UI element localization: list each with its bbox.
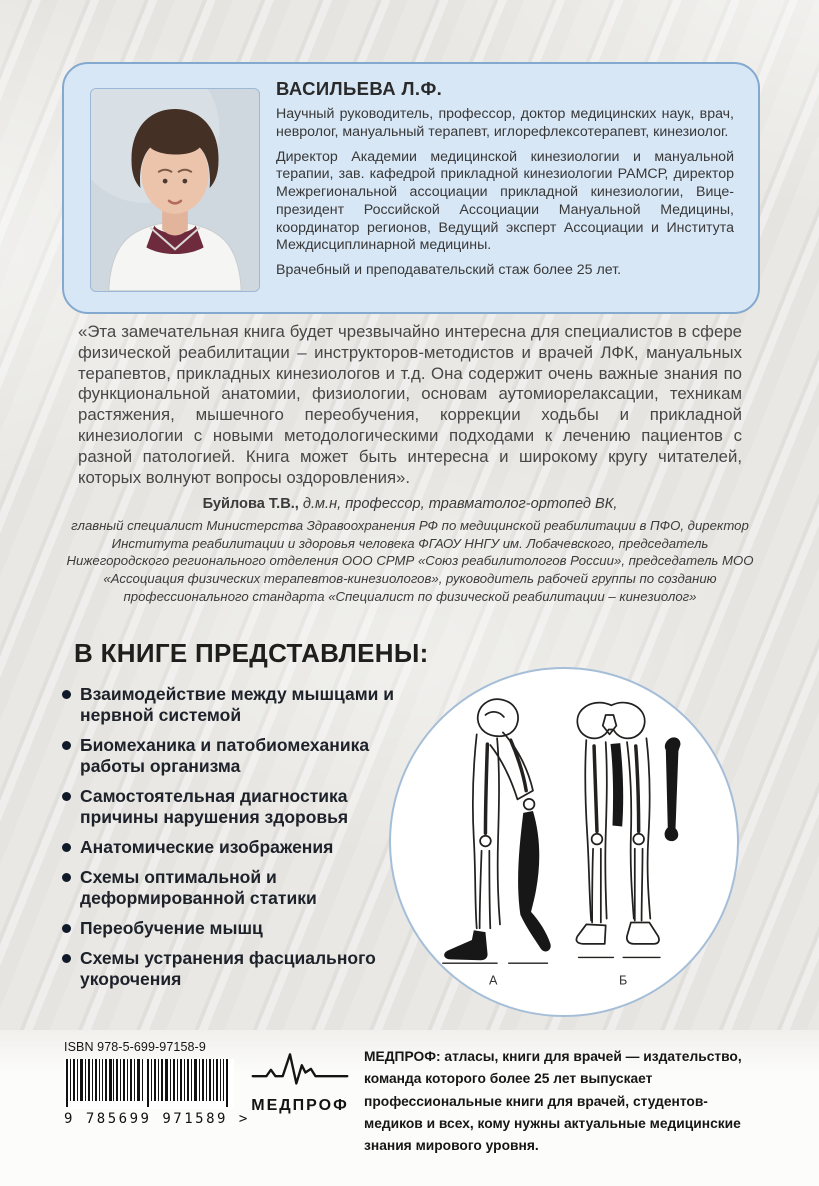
legs-anatomy-drawing xyxy=(404,682,724,1002)
barcode xyxy=(64,1059,250,1109)
author-bio-paragraph-3: Врачебный и преподавательский стаж более 25 лет. xyxy=(276,262,622,278)
list-item-label: Переобучение мышц xyxy=(80,918,263,938)
bullet-icon xyxy=(62,741,71,750)
bullet-icon xyxy=(62,954,71,963)
figure-label-b: Б xyxy=(619,973,628,988)
reviewer-line xyxy=(60,496,760,512)
reviewer-title: д.м.н, профессор, травматолог-ортопед ВК, xyxy=(298,496,618,512)
author-name: ВАСИЛЬЕВА Л.Ф. xyxy=(276,78,443,99)
publisher-blurb: МЕДПРОФ: атласы, книги для врачей — издательство, команда которого более 25 лет выпускает профессиональные книги для врачей, студентов-медиков и всех, кому нужны актуальные медицинские знания мирового уровня. xyxy=(364,1049,742,1154)
list-item xyxy=(62,786,410,828)
reviewer-name: Буйлова Т.В., xyxy=(202,496,299,512)
list-item xyxy=(62,735,410,777)
author-card xyxy=(62,62,760,314)
isbn-label: ISBN 978-5-699-97158-9 xyxy=(64,1040,206,1054)
bullet-icon xyxy=(62,792,71,801)
list-item xyxy=(62,867,410,909)
list-item xyxy=(62,918,410,939)
bullet-icon xyxy=(62,924,71,933)
list-item xyxy=(62,837,410,858)
author-portrait-illustration xyxy=(91,89,259,291)
bullet-icon xyxy=(62,873,71,882)
review-quote: «Эта замечательная книга будет чрезвычайно интересна для специалистов в сфере физической реабилитации – инструкторов-методистов и врачей ЛФК, мануальных терапевтов, прикладных кинезиологов и т.д. Она содержит очень важные знания по функциональной анатомии, физиологии, основам аутомиорелаксации, техникам растяжения, мышечного переобучения, коррекции ходьбы и прикладной кинезиологии с новыми методологическими подходами к лечению пациентов с разной патологией. Книга может быть интересна и широкому кругу читателей, которых волнуют вопросы оздоровления». xyxy=(78,322,742,487)
author-bio xyxy=(276,78,734,280)
list-item xyxy=(62,684,410,726)
ecg-heartbeat-icon xyxy=(250,1046,350,1090)
list-item-label: Схемы оптимальной и деформированной статики xyxy=(80,867,317,908)
list-item-label: Самостоятельная диагностика причины нарушения здоровья xyxy=(80,786,349,827)
publisher-name: МЕДПРОФ xyxy=(251,1097,349,1114)
list-item xyxy=(62,948,410,990)
figure-label-a: А xyxy=(489,973,498,988)
quote-attribution xyxy=(60,496,760,605)
list-item-label: Анатомические изображения xyxy=(80,837,334,857)
author-photo xyxy=(90,88,260,292)
barcode-digits: 9 785699 971589 > xyxy=(64,1111,250,1127)
list-item-label: Биомеханика и патобиомеханика работы организма xyxy=(80,735,370,776)
anatomy-figure-circle xyxy=(389,667,739,1017)
publisher-logo xyxy=(246,1046,354,1115)
list-item-label: Схемы устранения фасциального укорочения xyxy=(80,948,376,989)
isbn-block xyxy=(64,1040,250,1127)
contents-list xyxy=(62,684,410,999)
contents-heading: В КНИГЕ ПРЕДСТАВЛЕНЫ: xyxy=(74,638,429,668)
barcode-bars-icon xyxy=(64,1059,234,1109)
list-item-label: Взаимодействие между мышцами и нервной системой xyxy=(80,684,395,725)
author-bio-paragraph-2: Директор Академии медицинской кинезиологии и мануальной терапии, зав. кафедрой прикладной кинезиологии РАМСР, директор Межрегиональной ассоциации прикладной кинезиологии, Вице-президент Российской Ассоциации Мануальной Медицины, координатор регионов, Ведущий эксперт Ассоциации и Института Междисциплинарной медицины. xyxy=(276,148,734,254)
author-bio-paragraph-1: Научный руководитель, профессор, доктор медицинских наук, врач, невролог, мануальный терапевт, иглорефлексотерапевт, кинезиолог. xyxy=(276,106,734,140)
bullet-icon xyxy=(62,843,71,852)
reviewer-credentials: главный специалист Министерства Здравоохранения РФ по медицинской реабилитации в ПФО, директор Института реабилитации и здоровья человека ФГАОУ ННГУ им. Лобачевского, председатель Нижегородского регионального отделения ООО СРМР «Союз реабилитологов России», председатель МОО «Ассоциация физических терапевтов-кинезиологов», руководитель рабочей группы по созданию профессионального стандарта «Специалист по физической реабилитации – кинезиолог» xyxy=(66,518,754,604)
bullet-icon xyxy=(62,690,71,699)
